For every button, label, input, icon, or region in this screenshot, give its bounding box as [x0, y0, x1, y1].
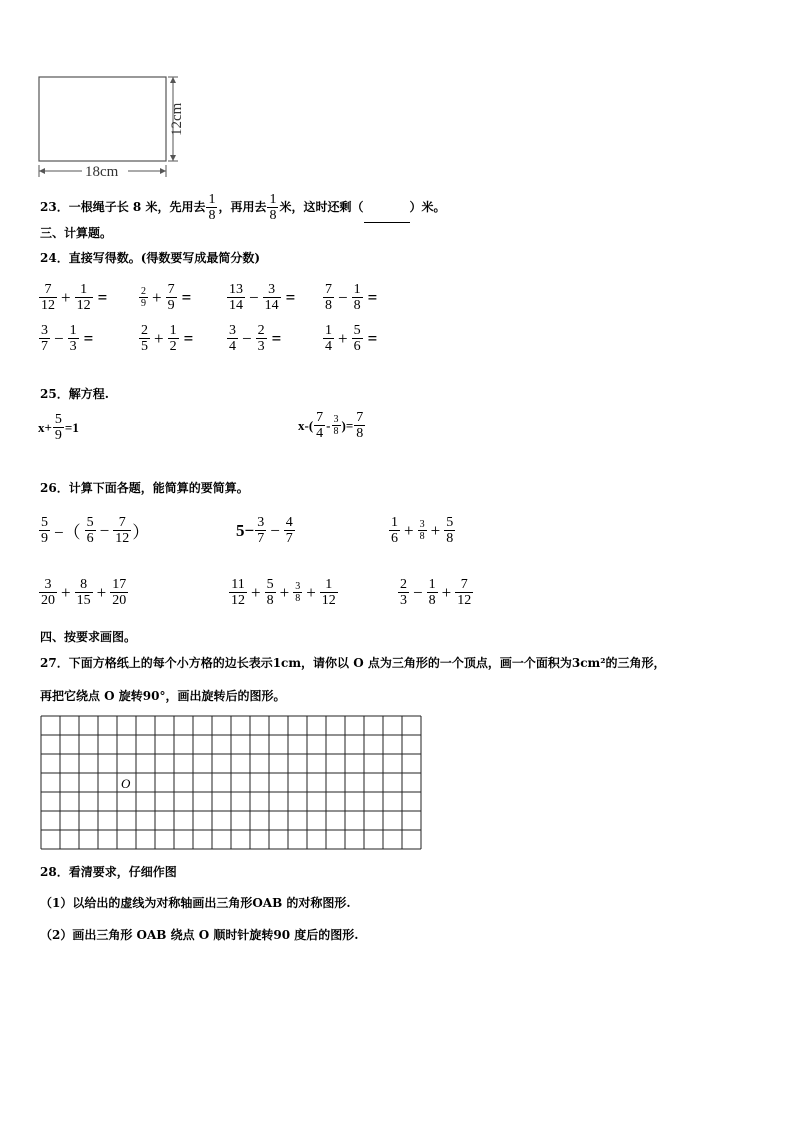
fraction: $\frac{3}{8}$: [333, 414, 339, 437]
point-o-label: O: [121, 776, 131, 791]
fraction: $\frac{2}{5}$: [141, 323, 148, 354]
fraction: $\frac{2}{9}$: [141, 286, 146, 309]
q26-expression-1: $\frac{5}{9}$ −（ $\frac{5}{6}$ − $\frac{7}{12}$ ）: [41, 515, 150, 546]
fraction: $\frac{11}{12}$: [231, 577, 245, 608]
fraction: $\frac{7}{9}$: [167, 282, 175, 313]
question-26-title: 26．计算下面各题，能简算的要简算。: [40, 481, 249, 495]
question-28-title: 28．看清要求，仔细作图: [40, 865, 177, 879]
fraction: $\frac{3}{4}$: [229, 323, 236, 354]
fraction: $\frac{1}{6}$: [391, 515, 398, 546]
fraction: $\frac{1}{2}$: [169, 323, 177, 354]
question-28-item2: （2）画出三角形 OAB 绕点 O 顺时针旋转90 度后的图形.: [40, 928, 359, 942]
fraction: $\frac{3}{14}$: [264, 282, 279, 313]
question-27-line2: 再把它绕点 O 旋转90°，画出旋转后的图形。: [40, 689, 286, 703]
q26-expression-6: $\frac{2}{3}$ − $\frac{1}{8}$ + $\frac{7}{12}$: [400, 577, 472, 608]
fraction: $\frac{5}{9}$: [41, 515, 48, 546]
question-25-title: 25．解方程.: [40, 387, 109, 401]
width-label: 18cm: [85, 164, 119, 180]
fraction: $\frac{1}{12}$: [321, 577, 336, 608]
fraction: $\frac{3}{7}$: [41, 323, 48, 354]
q26-expression-3: $\frac{1}{6}$ + $\frac{3}{8}$ + $\frac{5}{8}$: [391, 515, 454, 546]
section-3-heading: 三、计算题。: [40, 226, 113, 240]
fraction: $\frac{1}{8}$: [269, 192, 277, 223]
fraction: $\frac{7}{12}$: [41, 282, 55, 313]
fraction: $\frac{5}{8}$: [266, 577, 274, 608]
q24-expression: $\frac{3}{7}$ − $\frac{1}{3}$ =: [41, 323, 94, 354]
q24-expression: $\frac{13}{14}$ − $\frac{3}{14}$ =: [229, 282, 296, 313]
fraction: $\frac{7}{4}$: [316, 410, 324, 441]
question-28-item1: （1）以给出的虚线为对称轴画出三角形OAB 的对称图形.: [40, 896, 351, 910]
fraction: $\frac{4}{7}$: [285, 515, 293, 546]
fraction: $\frac{17}{20}$: [112, 577, 127, 608]
question-24-title: 24．直接写得数。(得数要写成最简分数): [40, 251, 261, 265]
q24-expression: $\frac{3}{4}$ − $\frac{2}{3}$ =: [229, 323, 282, 354]
q24-expression: $\frac{2}{5}$ + $\frac{1}{2}$ =: [141, 323, 194, 354]
q24-expression: $\frac{1}{4}$ + $\frac{5}{6}$ =: [325, 323, 378, 354]
fraction: $\frac{1}{8}$: [428, 577, 436, 608]
fraction: $\frac{3}{7}$: [257, 515, 265, 546]
height-label: 12cm: [169, 102, 185, 136]
fraction: $\frac{2}{3}$: [400, 577, 407, 608]
rectangle-figure: [30, 70, 200, 182]
fraction: $\frac{7}{8}$: [325, 282, 332, 313]
q26-expression-5: $\frac{11}{12}$ + $\frac{5}{8}$ + $\frac{3}{8}$ + $\frac{1}{12}$: [231, 577, 336, 608]
fraction: $\frac{8}{15}$: [76, 577, 91, 608]
q24-expression: $\frac{2}{9}$ + $\frac{7}{9}$ =: [141, 282, 192, 313]
fraction: $\frac{1}{8}$: [208, 192, 216, 223]
fraction: $\frac{7}{8}$: [356, 410, 364, 441]
fraction: $\frac{7}{12}$: [115, 515, 130, 546]
fraction: $\frac{1}{4}$: [325, 323, 332, 354]
fraction: $\frac{3}{8}$: [419, 519, 425, 542]
q24-expression: $\frac{7}{8}$ − $\frac{1}{8}$ =: [325, 282, 378, 313]
question-27-line1: 27．下面方格纸上的每个小方格的边长表示1cm，请你以 O 点为三角形的一个顶点，画一个面积为3cm²的三角形，: [40, 656, 666, 670]
equation-1: x+ $\frac{5}{9}$ =1: [38, 412, 79, 443]
graph-paper-grid[interactable]: [40, 714, 422, 850]
fraction: $\frac{1}{8}$: [353, 282, 361, 313]
q26-expression-2: 5− $\frac{3}{7}$ − $\frac{4}{7}$: [236, 515, 293, 546]
fraction: $\frac{2}{3}$: [257, 323, 265, 354]
fraction: $\frac{5}{6}$: [86, 515, 94, 546]
fraction: $\frac{5}{6}$: [353, 323, 361, 354]
equation-2: x-( $\frac{7}{4}$ - $\frac{3}{8}$ )= $\frac{7}{8}$: [298, 410, 364, 441]
fraction: $\frac{3}{20}$: [41, 577, 55, 608]
answer-blank[interactable]: [364, 210, 410, 223]
q24-expression: $\frac{7}{12}$ + $\frac{1}{12}$ =: [41, 282, 108, 313]
fraction: $\frac{1}{12}$: [76, 282, 91, 313]
q26-expression-4: $\frac{3}{20}$ + $\frac{8}{15}$ + $\frac{17}{20}$: [41, 577, 127, 608]
fraction: $\frac{13}{14}$: [229, 282, 243, 313]
question-23: 23．一根绳子长 8 米，先用去 $\frac{1}{8}$ ，再用去 $\frac{1}{8}$ 米，这时还剩（ ）米。: [40, 192, 446, 223]
fraction: $\frac{1}{3}$: [69, 323, 77, 354]
fraction: $\frac{7}{12}$: [457, 577, 472, 608]
fraction: $\frac{5}{8}$: [446, 515, 454, 546]
fraction: $\frac{5}{9}$: [54, 412, 62, 443]
section-4-heading: 四、按要求画图。: [40, 630, 137, 644]
fraction: $\frac{3}{8}$: [295, 581, 301, 604]
